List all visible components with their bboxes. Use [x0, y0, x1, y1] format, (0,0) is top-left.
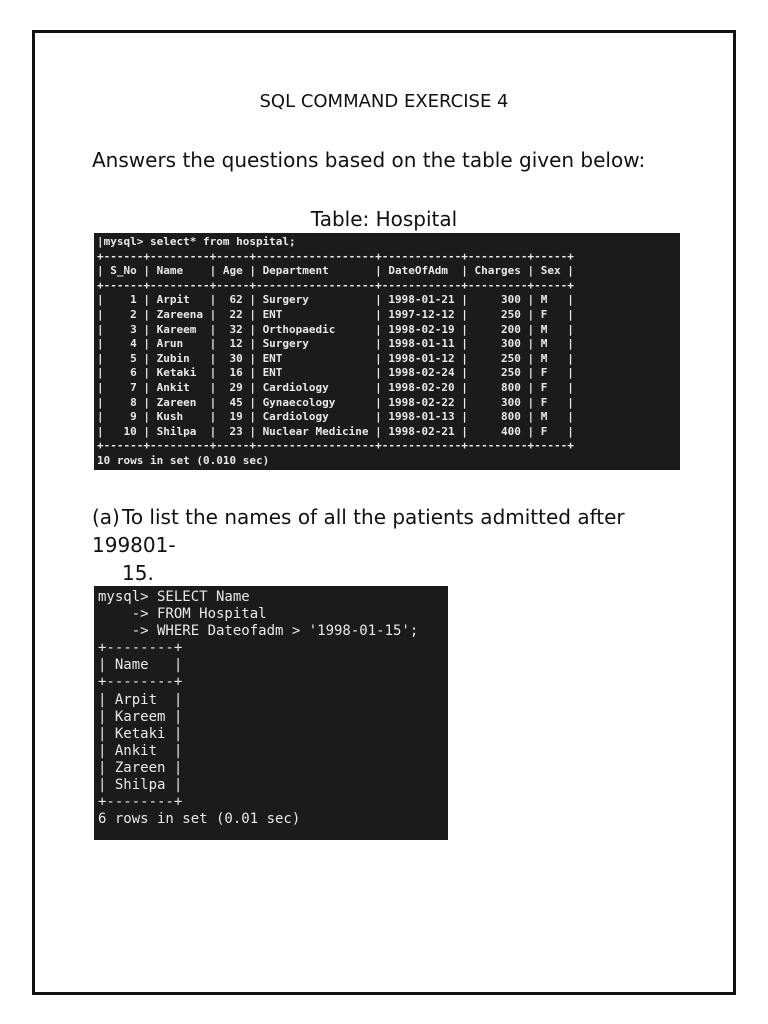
terminal-line: | 2 | Zareena | 22 | ENT | 1997-12-12 | 250 | F |	[97, 307, 574, 321]
terminal-line: | 8 | Zareen | 45 | Gynaecology | 1998-02-22 | 300 | F |	[97, 395, 574, 409]
question-label: (a)	[92, 505, 120, 529]
terminal-line: -> FROM Hospital	[98, 606, 267, 623]
terminal-line: | Ankit |	[98, 742, 183, 759]
terminal-line: | 10 | Shilpa | 23 | Nuclear Medicine | 1998-02-21 | 400 | F |	[97, 424, 574, 438]
terminal-line: -> WHERE Dateofadm > '1998-01-15';	[98, 623, 419, 640]
terminal-line: +------+---------+-----+------------------+------------+---------+-----+	[97, 278, 574, 292]
terminal-line: | Arpit |	[98, 691, 183, 708]
terminal-line: | Zareen |	[98, 759, 183, 776]
terminal-line: mysql> SELECT Name	[98, 589, 250, 605]
terminal-line: +------+---------+-----+------------------+------------+---------+-----+	[97, 249, 574, 263]
instruction-text: Answers the questions based on the table given below:	[92, 148, 646, 172]
answer-query-screenshot	[94, 586, 448, 840]
terminal-line: | 9 | Kush | 19 | Cardiology | 1998-01-13 | 800 | M |	[97, 410, 574, 424]
terminal-line: +--------+	[98, 794, 183, 811]
page-title: SQL COMMAND EXERCISE 4	[259, 91, 509, 112]
terminal-line: 10 rows in set (0.010 sec)	[97, 453, 270, 467]
terminal-line: +------+---------+-----+------------------+------------+---------+-----+	[97, 439, 574, 453]
terminal-line: | 3 | Kareem | 32 | Orthopaedic | 1998-02-19 | 200 | M |	[97, 322, 574, 336]
hospital-table-screenshot	[94, 233, 680, 470]
terminal-line: | Name |	[98, 657, 183, 674]
terminal-line: | 4 | Arun | 12 | Surgery | 1998-01-11 | 300 | M |	[97, 337, 574, 351]
terminal-line: | Kareem |	[98, 708, 183, 725]
terminal-line: +--------+	[98, 674, 183, 691]
terminal-line: | 5 | Zubin | 30 | ENT | 1998-01-12 | 250 | M |	[97, 351, 574, 365]
terminal-line: | 6 | Ketaki | 16 | ENT | 1998-02-24 | 250 | F |	[97, 366, 574, 380]
question-a	[92, 503, 692, 587]
terminal-line: | Ketaki |	[98, 725, 183, 742]
terminal-line: | 7 | Ankit | 29 | Cardiology | 1998-02-20 | 800 | F |	[97, 380, 574, 394]
terminal-line: | Shilpa |	[98, 777, 183, 794]
table-caption	[0, 207, 768, 231]
terminal-line: +--------+	[98, 640, 183, 657]
terminal-line: | 1 | Arpit | 62 | Surgery | 1998-01-21 | 300 | M |	[97, 293, 574, 307]
terminal-line: | S_No | Name | Age | Department | DateOfAdm | Charges | Sex |	[97, 264, 574, 278]
terminal-line: 6 rows in set (0.01 sec)	[98, 811, 301, 828]
question-text-continued: 15.	[122, 561, 154, 585]
question-text: To list the names of all the patients admitted after 199801-	[92, 505, 625, 557]
terminal-line: |mysql> select* from hospital;	[97, 235, 296, 248]
table-caption-text: Table: Hospital	[310, 207, 458, 231]
